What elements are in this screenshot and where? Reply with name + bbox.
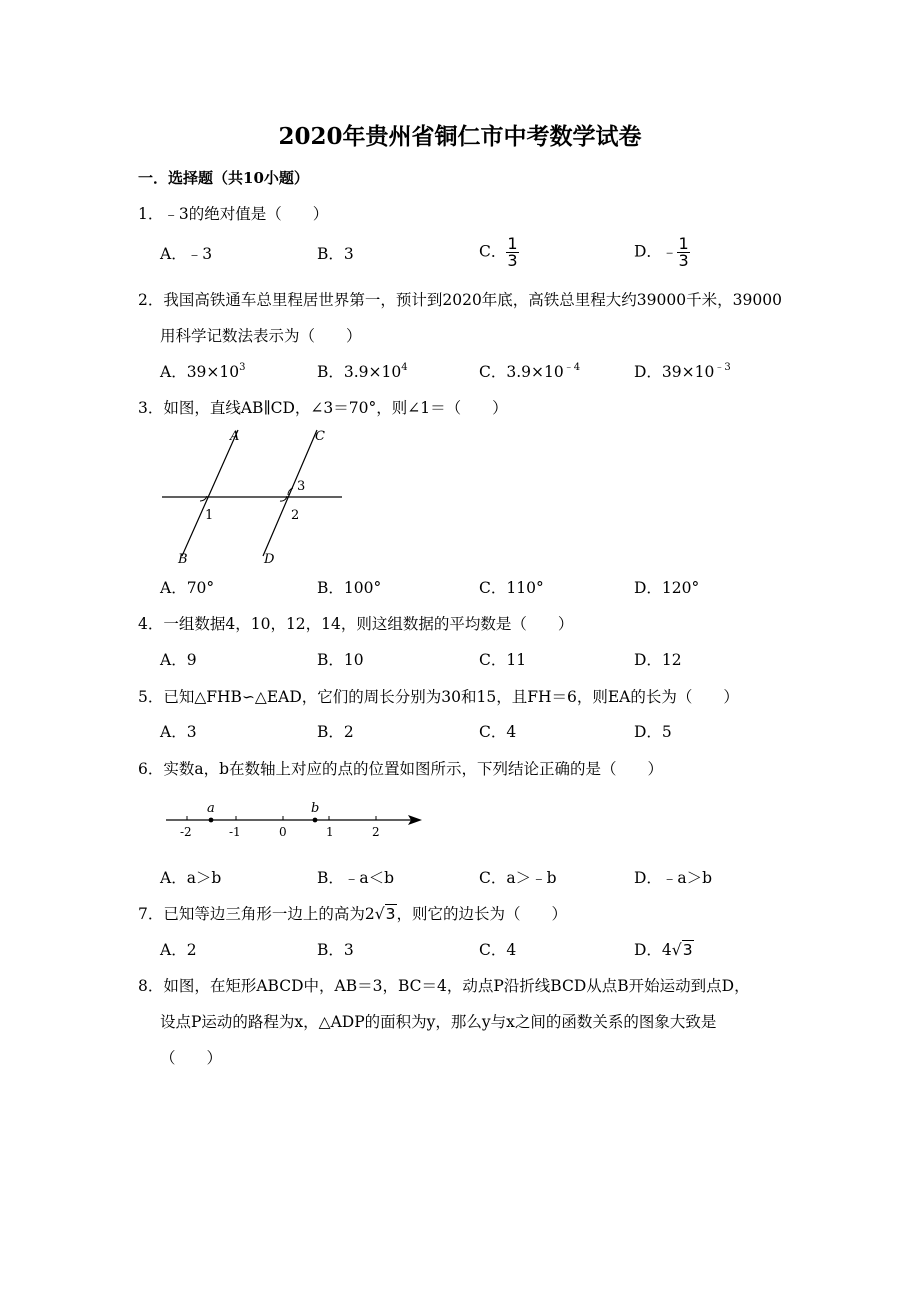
question-7-stem-pre: 7．已知等边三角形一边上的高为2	[138, 905, 375, 923]
line-ab	[182, 430, 238, 556]
question-5-option-b: B．2	[317, 723, 354, 741]
fraction	[677, 236, 689, 269]
tick-label-neg2: -2	[180, 825, 192, 839]
question-3-option-a: A．70°	[160, 579, 215, 597]
question-6-stem: 6．实数a，b在数轴上对应的点的位置如图所示，下列结论正确的是（ ）	[138, 760, 664, 778]
question-7-option-c: C．4	[479, 941, 517, 959]
option-d-base: D．39×10	[634, 363, 715, 381]
question-6-option-a: A．a＞b	[160, 869, 222, 887]
label-b: B	[178, 552, 188, 567]
question-7-option-a: A．2	[160, 941, 197, 959]
question-1-option-c	[479, 236, 519, 269]
question-1-option-d	[634, 236, 690, 269]
page-title: 2020年贵州省铜仁市中考数学试卷	[278, 123, 642, 150]
question-3-stem: 3．如图，直线AB∥CD，∠3＝70°，则∠1＝（ ）	[138, 399, 508, 417]
radicand: 3	[385, 905, 396, 923]
question-3-option-b: B．100°	[317, 579, 382, 597]
exponent: ﹣4	[563, 361, 581, 373]
question-4-option-d: D．12	[634, 651, 682, 669]
question-6-option-c: C．a＞﹣b	[479, 869, 557, 887]
fraction-denominator: 3	[678, 251, 689, 270]
point-a-label: a	[207, 801, 215, 816]
option-c-base: C．3.9×10	[479, 363, 564, 381]
question-2-stem-line1: 2．我国高铁通车总里程居世界第一，预计到2020年底，高铁总里程大约39000千米，39000	[138, 291, 782, 309]
label-d: D	[264, 552, 275, 567]
question-1-option-a: A．﹣3	[160, 245, 213, 263]
exponent: 3	[239, 361, 246, 373]
label-angle-3: 3	[297, 479, 306, 494]
option-d-label: D．﹣	[634, 242, 678, 261]
question-4-stem: 4．一组数据4，10，12，14，则这组数据的平均数是（ ）	[138, 615, 574, 633]
question-1-stem: 1．﹣3的绝对值是（ ）	[138, 205, 329, 223]
question-2-option-a	[160, 360, 246, 384]
label-c: C	[315, 429, 325, 444]
question-8-stem-line2: 设点P运动的路程为x，△ADP的面积为y，那么y与x之间的函数关系的图象大致是	[160, 1013, 717, 1031]
question-5-option-c: C．4	[479, 723, 517, 741]
question-6-option-b: B．﹣a＜b	[317, 869, 395, 887]
question-1-option-b: B．3	[317, 245, 354, 263]
question-2-option-d	[634, 360, 731, 384]
question-4-option-b: B．10	[317, 651, 364, 669]
fraction-numerator: 1	[507, 234, 518, 253]
question-2-option-b	[317, 360, 408, 384]
fraction-denominator: 3	[507, 251, 518, 270]
question-5-option-d: D．5	[634, 723, 672, 741]
point-a	[209, 818, 214, 823]
tick-label-1: 1	[326, 825, 334, 839]
radicand: 3	[682, 941, 693, 959]
parallel-lines-figure	[160, 424, 350, 569]
question-2-stem-line2: 用科学记数法表示为（ ）	[160, 327, 362, 345]
label-a: A	[230, 429, 240, 444]
option-a-base: A．39×10	[160, 363, 240, 381]
exponent: ﹣3	[714, 361, 731, 373]
question-6-option-d: D．﹣a＞b	[634, 869, 713, 887]
question-7-stem-post: ，则它的边长为（ ）	[396, 905, 568, 923]
option-c-label: C．	[479, 242, 507, 261]
tick-label-0: 0	[279, 825, 287, 839]
label-angle-2: 2	[291, 508, 300, 523]
tick-label-neg1: -1	[229, 825, 241, 839]
question-7-option-d	[634, 938, 694, 962]
question-2-option-c	[479, 360, 580, 384]
tick-label-2: 2	[372, 825, 380, 839]
option-b-base: B．3.9×10	[317, 363, 402, 381]
number-line-figure	[160, 796, 430, 842]
question-7-option-b: B．3	[317, 941, 354, 959]
exponent: 4	[401, 361, 408, 373]
section-heading: 一．选择题（共10小题）	[138, 169, 309, 187]
question-5-option-a: A．3	[160, 723, 197, 741]
question-7-stem	[138, 902, 567, 926]
point-b-label: b	[311, 801, 320, 816]
question-8-stem-line3: （ ）	[160, 1049, 223, 1067]
sqrt-expression: √3	[374, 905, 396, 923]
question-3-option-c: C．110°	[479, 579, 544, 597]
question-5-stem: 5．已知△FHB∽△EAD，它们的周长分别为30和15，且FH＝6，则EA的长为（ ）	[138, 688, 739, 706]
line-cd	[263, 430, 317, 556]
question-4-option-c: C．11	[479, 651, 527, 669]
question-3-option-d: D．120°	[634, 579, 700, 597]
sqrt-expression: √3	[671, 941, 693, 959]
label-angle-1: 1	[205, 508, 214, 523]
question-4-option-a: A．9	[160, 651, 197, 669]
fraction	[506, 236, 518, 269]
option-d-label: D．4	[634, 941, 672, 959]
fraction-numerator: 1	[678, 234, 689, 253]
question-8-stem-line1: 8．如图，在矩形ABCD中，AB＝3，BC＝4，动点P沿折线BCD从点B开始运动到点D，	[138, 977, 750, 995]
point-b	[313, 818, 318, 823]
